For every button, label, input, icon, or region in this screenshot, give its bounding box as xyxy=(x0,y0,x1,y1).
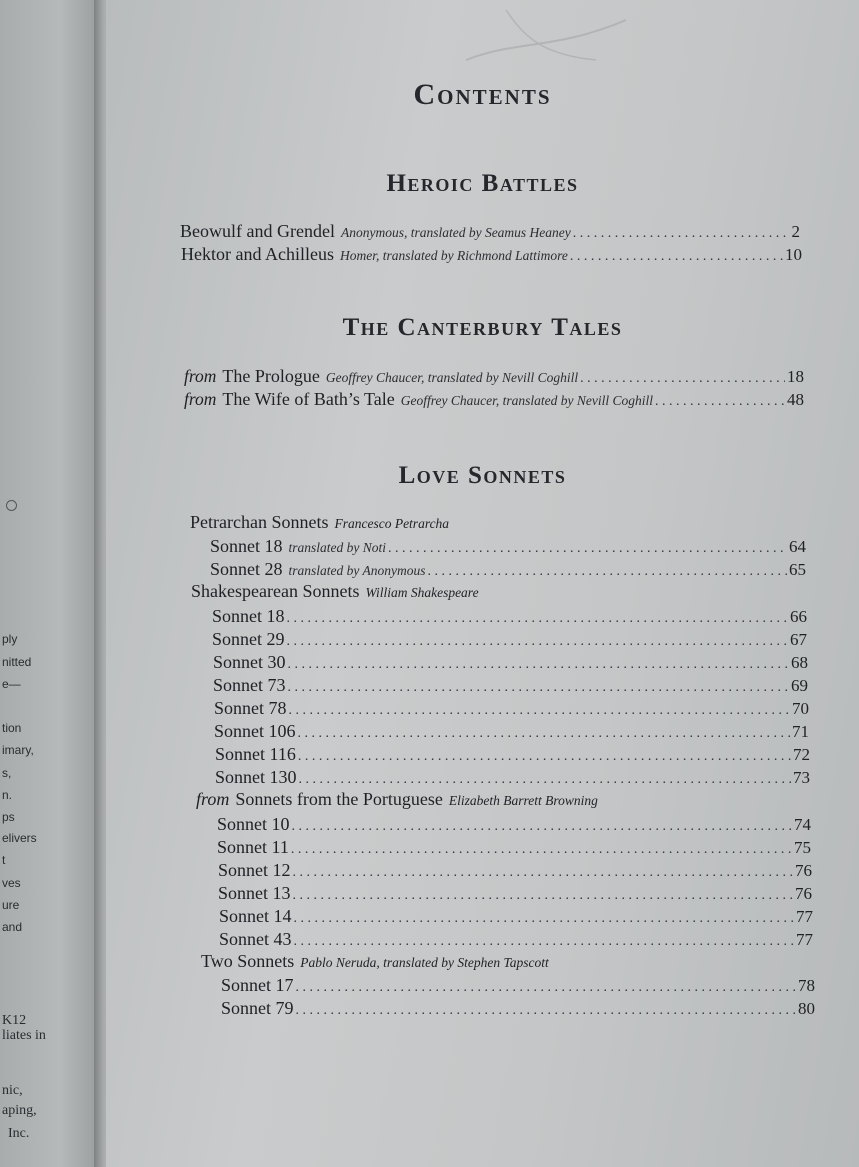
toc-entry[interactable] xyxy=(217,813,811,838)
entry-title: Sonnet 12 xyxy=(218,860,291,880)
toc-entry[interactable] xyxy=(184,388,804,413)
entry-credit: translated by Anonymous xyxy=(288,563,426,578)
page-fragment: t xyxy=(2,853,6,867)
page-number: 48 xyxy=(787,390,804,409)
page-fragment: ure xyxy=(2,898,20,912)
page-fragment: K12 xyxy=(2,1013,27,1028)
page-title: Contents xyxy=(413,78,552,111)
entry-title: Sonnet 116 xyxy=(215,744,296,764)
entry-from: from xyxy=(184,366,217,386)
page-number: 73 xyxy=(793,768,810,787)
dot-leader xyxy=(296,977,796,999)
toc-entry[interactable] xyxy=(219,928,813,953)
dot-leader xyxy=(289,700,790,722)
toc-entry[interactable] xyxy=(214,697,809,722)
entry-title: Sonnet 30 xyxy=(213,652,286,672)
toc-entry[interactable] xyxy=(212,628,807,653)
entry-title: Sonnet 43 xyxy=(219,929,292,949)
contents-page xyxy=(106,0,859,1167)
page-number: 64 xyxy=(789,537,806,556)
group-heading xyxy=(190,512,449,533)
entry-credit: Geoffrey Chaucer, translated by Nevill Coghill xyxy=(400,393,653,408)
section-title: Love Sonnets xyxy=(398,462,567,489)
page-number: 78 xyxy=(798,976,815,995)
page-fragment: imary, xyxy=(2,743,34,757)
page-fragment: ves xyxy=(2,876,21,890)
dot-leader xyxy=(299,769,791,791)
group-heading xyxy=(196,789,598,810)
toc-entry[interactable] xyxy=(212,605,807,630)
page-number: 77 xyxy=(796,930,813,949)
toc-entry[interactable] xyxy=(221,974,815,999)
page-fragment: e— xyxy=(2,677,21,691)
dot-leader xyxy=(388,538,787,560)
page-number: 74 xyxy=(794,815,811,834)
entry-title: Hektor and Achilleus xyxy=(181,244,334,264)
toc-entry[interactable] xyxy=(210,558,806,583)
entry-title: Sonnet 130 xyxy=(215,767,297,787)
page-number: 70 xyxy=(792,699,809,718)
dot-leader xyxy=(573,223,790,245)
page-fragment: ply xyxy=(2,632,18,646)
section-title: Heroic Battles xyxy=(386,170,579,197)
entry-from: from xyxy=(184,389,217,409)
group-heading xyxy=(191,581,479,602)
page-number: 10 xyxy=(785,245,802,264)
toc-entry[interactable] xyxy=(213,651,808,676)
toc-entry[interactable] xyxy=(215,766,810,791)
page-fragment: nic, xyxy=(2,1083,23,1098)
toc-entry[interactable] xyxy=(184,365,804,390)
group-title: Petrarchan Sonnets xyxy=(190,512,329,532)
dot-leader xyxy=(296,1000,796,1022)
leaf-ornament-icon xyxy=(446,0,646,70)
page-number: 80 xyxy=(798,999,815,1018)
toc-entry[interactable] xyxy=(181,243,802,268)
entry-title: Sonnet 14 xyxy=(219,906,292,926)
page-number: 77 xyxy=(796,907,813,926)
page-fragment: and xyxy=(2,920,23,934)
page-fragment: Inc. xyxy=(8,1126,30,1141)
page-number: 69 xyxy=(791,676,808,695)
group-credit: William Shakespeare xyxy=(365,585,479,600)
dot-leader xyxy=(298,746,791,768)
entry-title: Sonnet 29 xyxy=(212,629,285,649)
page-number: 72 xyxy=(793,745,810,764)
page-fragment: nitted xyxy=(2,655,32,669)
dot-leader xyxy=(293,862,793,884)
entry-title: The Wife of Bath’s Tale xyxy=(222,389,395,409)
page-number: 75 xyxy=(794,838,811,857)
toc-entry[interactable] xyxy=(215,743,810,768)
page-fragment: ps xyxy=(2,810,15,824)
page-number: 71 xyxy=(792,722,809,741)
entry-credit: Geoffrey Chaucer, translated by Nevill Coghill xyxy=(325,370,579,385)
group-credit: Elizabeth Barrett Browning xyxy=(448,793,598,808)
group-title: Two Sonnets xyxy=(201,951,295,971)
toc-entry[interactable] xyxy=(218,882,812,907)
page-fragment: elivers xyxy=(2,831,37,845)
page-number: 65 xyxy=(789,560,806,579)
page-fragment: s, xyxy=(2,766,12,780)
group-credit: Francesco Petrarcha xyxy=(334,516,450,531)
entry-credit: Anonymous, translated by Seamus Heaney xyxy=(340,225,571,240)
entry-title: Sonnet 106 xyxy=(214,721,296,741)
page-number: 76 xyxy=(795,884,812,903)
dot-leader xyxy=(292,816,792,838)
dot-leader xyxy=(294,931,794,953)
dot-leader xyxy=(570,246,783,268)
dot-leader xyxy=(298,723,790,745)
page-number: 68 xyxy=(791,653,808,672)
page-fragment: n. xyxy=(2,788,13,802)
dot-leader xyxy=(293,885,793,907)
section-title: The Canterbury Tales xyxy=(342,314,623,341)
group-heading xyxy=(201,951,549,972)
entry-title: Sonnet 28 xyxy=(210,559,283,579)
toc-entry[interactable] xyxy=(221,997,815,1022)
group-title: Shakespearean Sonnets xyxy=(191,581,360,601)
entry-title: Sonnet 13 xyxy=(218,883,291,903)
page-fragment: tion xyxy=(2,721,22,735)
toc-entry[interactable] xyxy=(214,720,809,745)
dot-leader xyxy=(287,608,788,630)
page-number: 67 xyxy=(790,630,807,649)
toc-entry[interactable] xyxy=(213,674,808,699)
page-number: 2 xyxy=(791,222,800,241)
toc-entry[interactable] xyxy=(210,535,806,560)
entry-credit: Homer, translated by Richmond Lattimore xyxy=(339,248,568,263)
page-number: 66 xyxy=(790,607,807,626)
entry-credit: translated by Noti xyxy=(288,540,387,555)
page-number: 76 xyxy=(795,861,812,880)
entry-title: Sonnet 10 xyxy=(217,814,290,834)
entry-title: Sonnet 79 xyxy=(221,998,294,1018)
toc-entry[interactable] xyxy=(219,905,813,930)
entry-title: Sonnet 11 xyxy=(217,837,289,857)
entry-title: Sonnet 73 xyxy=(213,675,286,695)
toc-entry[interactable] xyxy=(180,220,800,245)
dot-leader xyxy=(287,631,788,653)
toc-entry[interactable] xyxy=(218,859,812,884)
entry-title: Sonnet 18 xyxy=(210,536,283,556)
dot-leader xyxy=(288,677,789,699)
entry-title: The Prologue xyxy=(222,366,320,386)
dot-leader xyxy=(294,908,794,930)
entry-title: Sonnet 78 xyxy=(214,698,287,718)
entry-title: Sonnet 17 xyxy=(221,975,294,995)
group-from: from xyxy=(196,789,230,809)
dot-leader xyxy=(288,654,789,676)
group-title: Sonnets from the Portuguese xyxy=(235,789,443,809)
page-number: 18 xyxy=(787,367,804,386)
circle-mark-icon xyxy=(6,500,17,511)
page-fragment: liates in xyxy=(2,1028,46,1043)
toc-entry[interactable] xyxy=(217,836,811,861)
previous-page-edge xyxy=(0,0,100,1167)
dot-leader xyxy=(291,839,792,861)
dot-leader xyxy=(655,391,785,413)
dot-leader xyxy=(580,368,785,390)
entry-title: Beowulf and Grendel xyxy=(180,221,335,241)
entry-title: Sonnet 18 xyxy=(212,606,285,626)
group-credit: Pablo Neruda, translated by Stephen Tapscott xyxy=(300,955,549,970)
page-fragment: aping, xyxy=(2,1103,37,1118)
dot-leader xyxy=(428,561,787,583)
